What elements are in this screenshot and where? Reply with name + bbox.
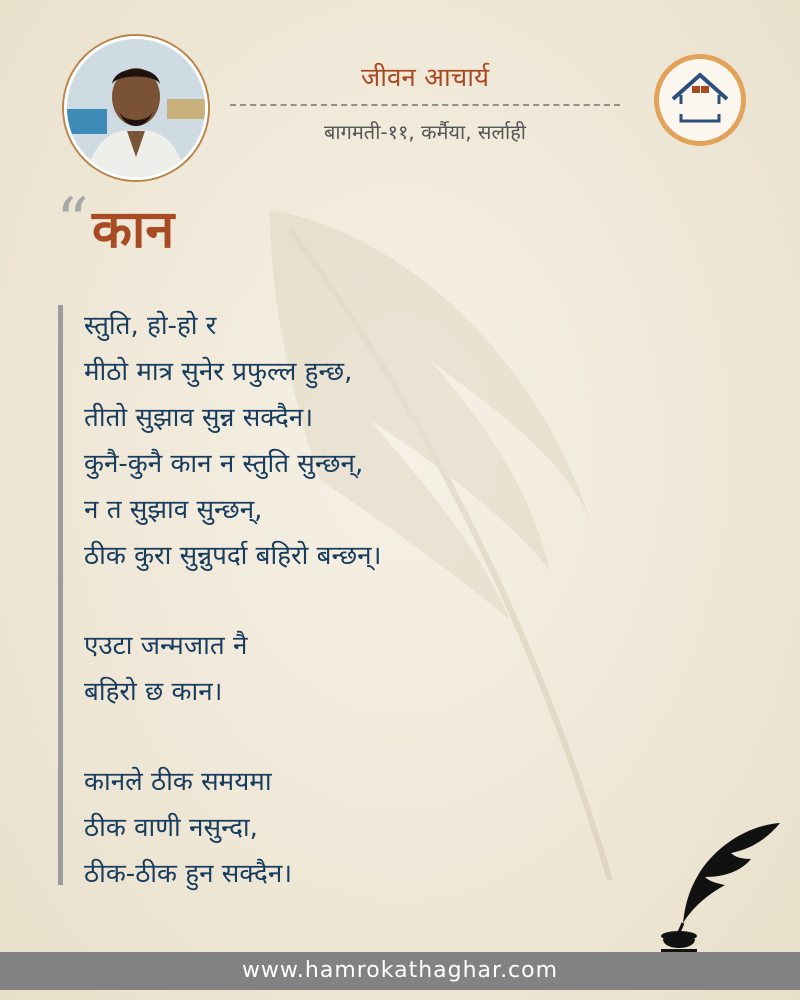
poem-line: कानले ठीक समयमा bbox=[84, 767, 272, 797]
author-divider bbox=[230, 104, 620, 106]
quill-inkpot-icon bbox=[655, 815, 785, 955]
stanza-gap bbox=[84, 579, 381, 623]
poem-line: ठीक-ठीक हुन सक्दैन। bbox=[84, 859, 293, 889]
author-name: जीवन आचार्य bbox=[360, 63, 490, 93]
poem-line: ठीक वाणी नसुन्दा, bbox=[84, 813, 258, 843]
quote-mark-icon: “ bbox=[56, 185, 89, 259]
author-portrait-icon bbox=[67, 39, 205, 177]
poem-line: बहिरो छ कान। bbox=[84, 677, 223, 707]
author-avatar bbox=[64, 36, 208, 180]
poem-line: एउटा जन्मजात नै bbox=[84, 631, 248, 661]
site-logo bbox=[654, 54, 746, 146]
poem-line: स्तुति, हो-हो र bbox=[84, 311, 217, 341]
poem-line: कुनै-कुनै कान न स्तुति सुन्छन्, bbox=[84, 449, 364, 479]
poem-line: मीठो मात्र सुनेर प्रफुल्ल हुन्छ, bbox=[84, 357, 353, 387]
poem-title: कान bbox=[92, 200, 175, 260]
poem-line: ठीक कुरा सुन्नुपर्दा बहिरो बन्छन्। bbox=[84, 541, 382, 571]
house-logo-icon bbox=[659, 59, 741, 141]
poem-line: तीतो सुझाव सुन्न सक्दैन। bbox=[84, 403, 314, 433]
stanza-gap bbox=[84, 715, 381, 759]
footer-website-url[interactable]: www.hamrokathaghar.com bbox=[0, 952, 800, 990]
author-address: बागमती-११, कर्मैया, सर्लाही bbox=[323, 120, 526, 144]
poem-side-bar bbox=[58, 305, 63, 885]
poem-body bbox=[84, 303, 381, 897]
poem-line: न त सुझाव सुन्छन्, bbox=[84, 495, 263, 525]
